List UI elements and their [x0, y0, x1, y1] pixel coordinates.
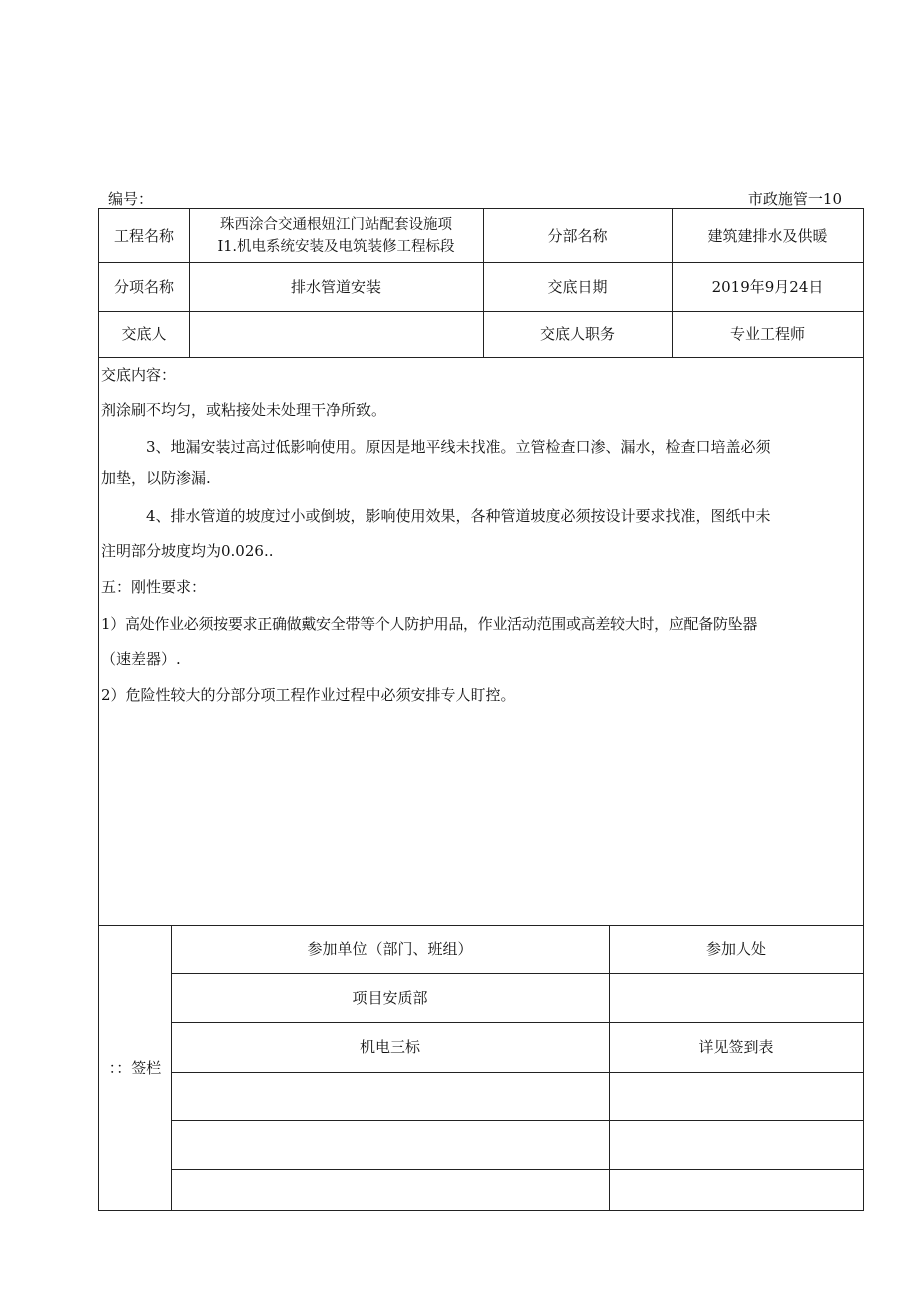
position-label: 交底人职务 [539, 325, 615, 343]
project-name-label: 工程名称 [113, 226, 174, 245]
content-line: 1）高处作业必须按要求正确做戴安全带等个人防护用品，作业活动范围或高差较大时，应配备防坠器 [101, 615, 758, 633]
sign-row-person [609, 1120, 863, 1169]
content-line: （速差器）. [101, 650, 181, 668]
sign-row-unit [171, 1169, 609, 1210]
content-line: 加垫，以防渗漏. [101, 469, 211, 487]
project-name-value: 珠西涂合交通根妞江门站配套设施项 I1.机电系统安装及电筑装修工程标段 [217, 216, 455, 255]
sign-row-unit [171, 1072, 609, 1120]
sign-row-unit [171, 1120, 609, 1169]
content-label: 交底内容： [101, 366, 177, 384]
sign-row-unit: 项目安质部 [352, 988, 428, 1007]
content-line: 五：刚性要求： [101, 578, 207, 596]
sign-section-label: ：：签栏 [108, 1058, 162, 1077]
sign-col-unit-header: 参加单位（部门、班组） [307, 940, 473, 958]
item-value: 排水管道安装 [290, 277, 381, 296]
content-line: 剂涂刷不均匀，或粘接处未处理干净所致。 [101, 401, 387, 419]
content-line: 注明部分坡度均为0.026.. [101, 542, 274, 560]
division-value: 建筑建排水及供暖 [707, 226, 828, 245]
content-line: 2）危险性较大的分部分项工程作业过程中必须安排专人盯控。 [101, 686, 516, 704]
sign-row-unit: 机电三标 [359, 1038, 420, 1056]
sign-col-person-header: 参加人处 [705, 940, 766, 958]
date-value: 2019年9月24日 [711, 277, 824, 296]
sign-row-person: 详见签到表 [698, 1038, 774, 1056]
person-label: 交底人 [121, 325, 167, 343]
division-label: 分部名称 [547, 226, 608, 245]
person-value [189, 311, 483, 357]
date-label: 交底日期 [547, 277, 608, 296]
content-line: 3、地漏安装过高过低影响使用。原因是地平线未找准。立管检查口渗、漏水，检查口培盖必须 [146, 438, 771, 456]
position-value: 专业工程师 [729, 325, 805, 343]
sign-row-person [609, 973, 863, 1022]
content-line: 4、排水管道的坡度过小或倒坡，影响使用效果，各种管道坡度必须按设计要求找准，图纸中未 [146, 507, 771, 525]
disclosure-form-table [98, 208, 864, 1211]
sign-row-person [609, 1169, 863, 1210]
form-code: 市政施管一10 [747, 190, 842, 208]
document-number-label: 编号： [108, 190, 154, 208]
sign-row-person [609, 1072, 863, 1120]
item-label: 分项名称 [113, 277, 174, 296]
